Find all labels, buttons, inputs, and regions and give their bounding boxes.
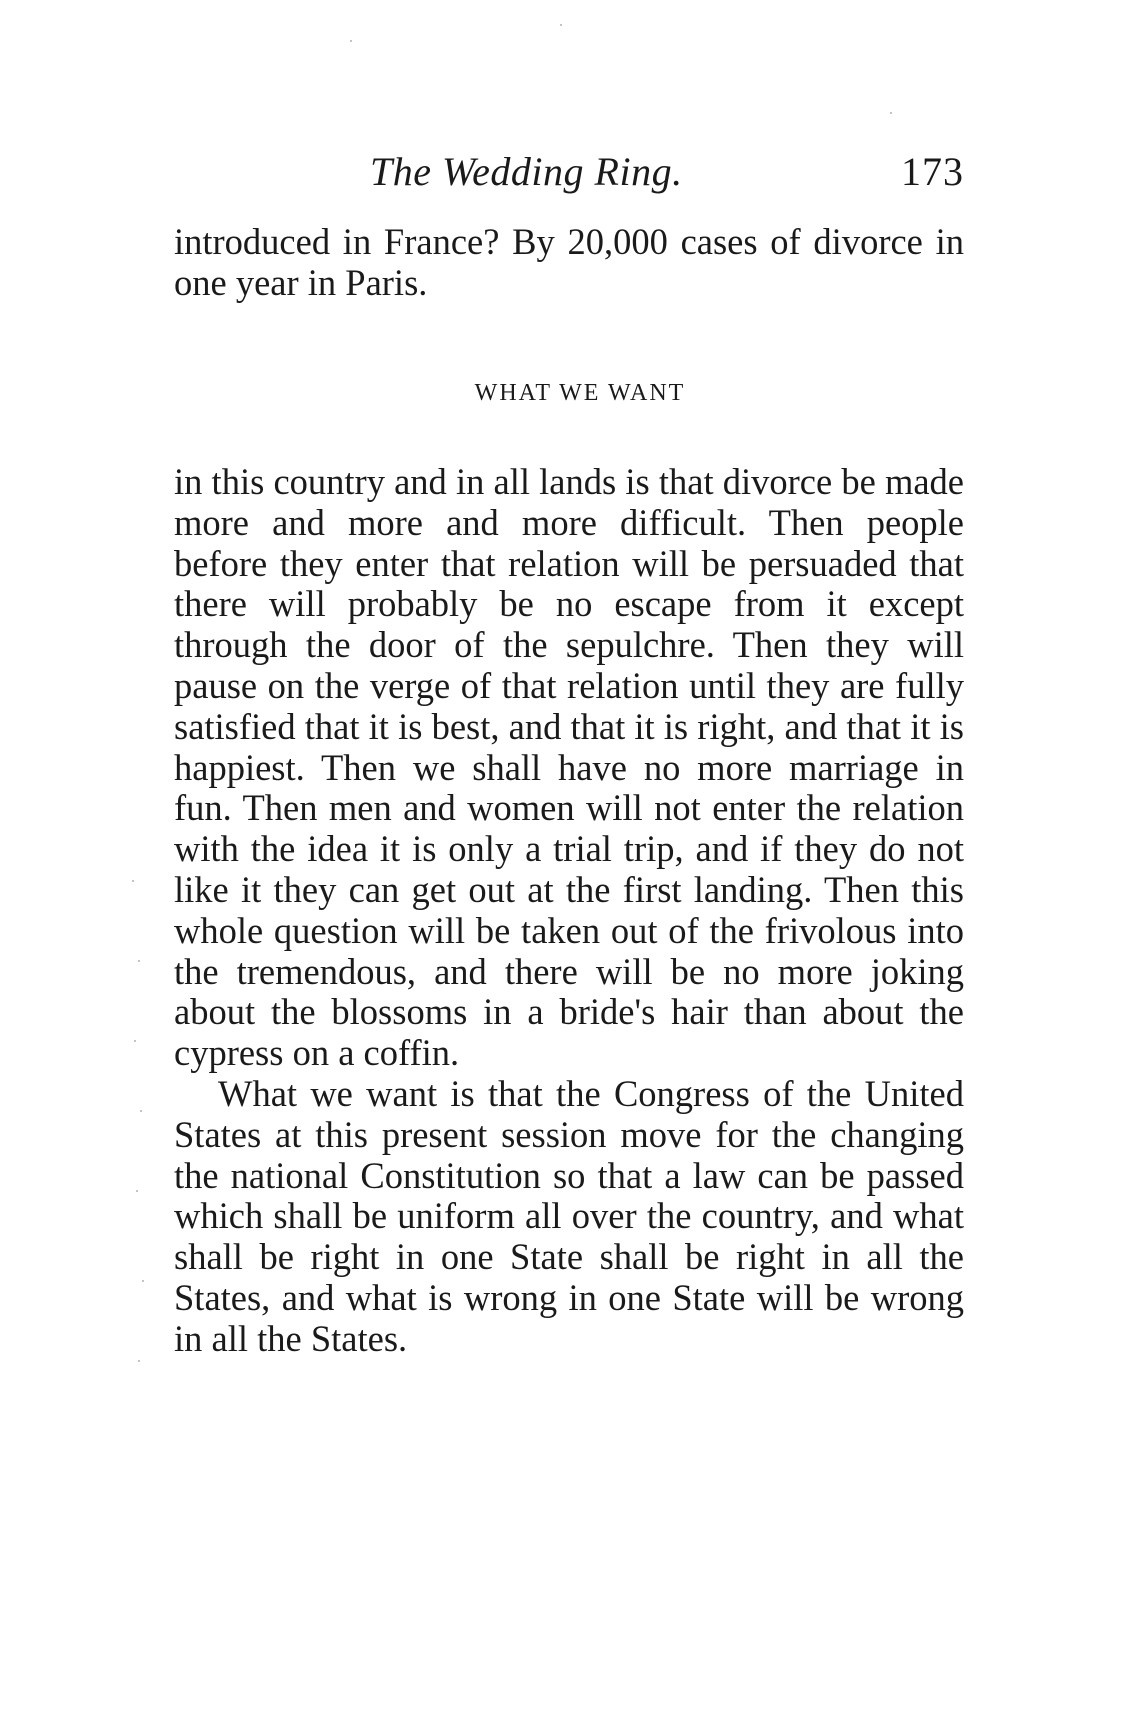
body-paragraph-2: What we want is that the Congress of the United States at this present session move for the changing the national Constitution so that a law can be passed which shall be uniform all over the country, and what shall be right in one State shall be right in all the States, and what is wrong in one State will be wrong in all the States. xyxy=(174,1072,964,1359)
opening-paragraph: introduced in France? By 20,000 cases of divorce in one year in Paris. xyxy=(174,221,964,303)
section-heading: WHAT WE WANT xyxy=(474,380,686,406)
page-number: 173 xyxy=(901,149,964,194)
opening-text xyxy=(174,222,964,304)
main-text xyxy=(174,462,964,1360)
running-title: The Wedding Ring. xyxy=(370,149,683,194)
page-header xyxy=(370,148,964,200)
body-paragraph-1: in this country and in all lands is that divorce be made more and more and more difficult. Then people before they enter that relation will be persuaded that there will probably be no escape from it except through the door of the sepulchre. Then they will pause on the verge of that relation until they are fully satisfied that it is best, and that it is right, and that it is happiest. Then we shall have no more marriage in fun. Then men and women will not enter the relation with the idea it is only a trial trip, and if they do not like it they can get out at the first landing. Then this whole question will be taken out of the frivolous into the tremendous, and there will be no more joking about the blossoms in a bride's hair than about the cypress on a coffin. xyxy=(174,461,964,1074)
